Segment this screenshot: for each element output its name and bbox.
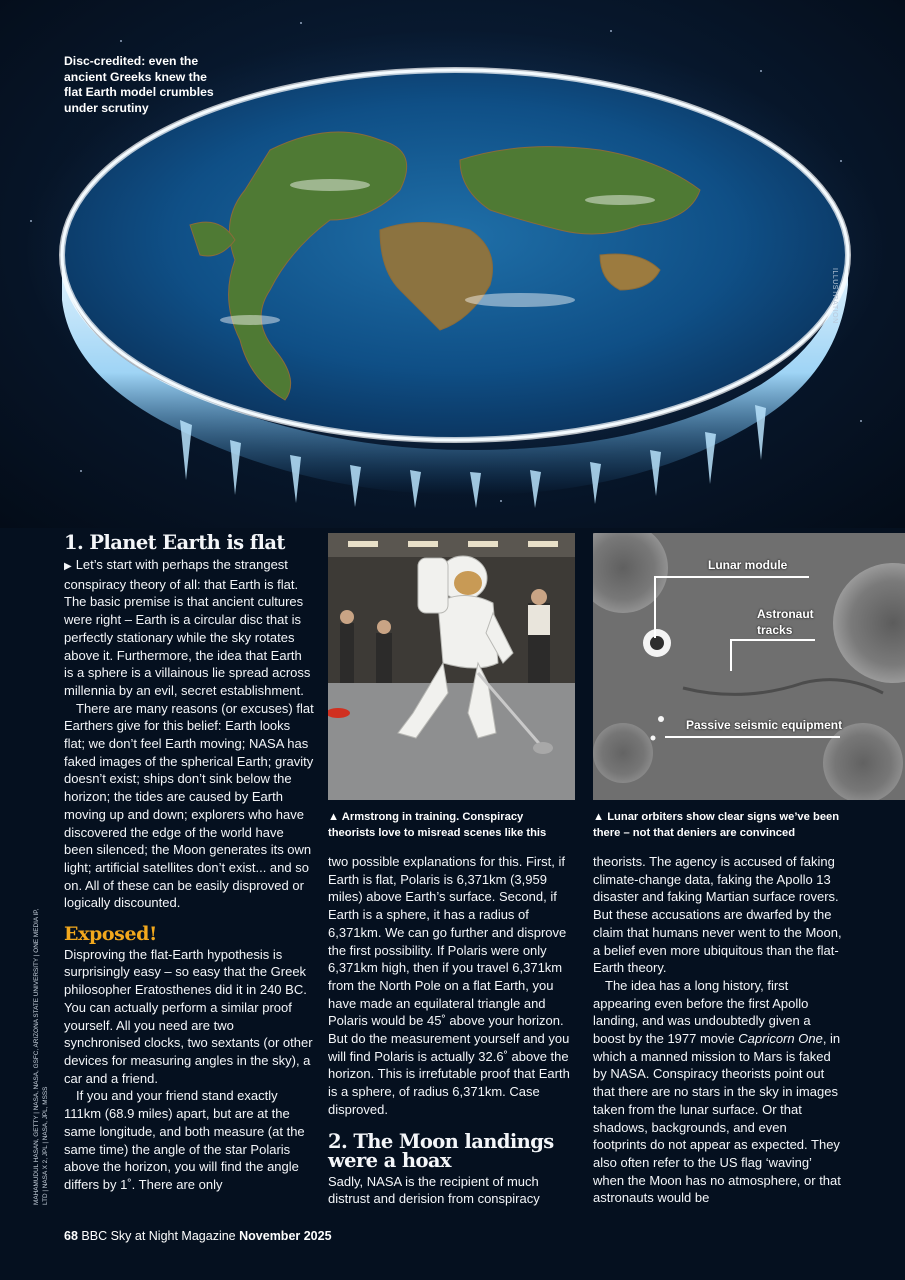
callout-line [730,639,732,671]
illustration-credit: ILLUSTRATION [831,268,838,324]
flat-earth-illustration [0,0,905,528]
page-number: 68 [64,1229,78,1243]
paragraph: Disproving the flat-Earth hypothesis is surprisingly easy – so easy that the Greek philosopher Eratosthenes did it in 240 BC. You can actually perform a similar proof yourself. All you need are two synchronised clocks, two sextants (or other devices for measuring angles in the sky), a car and a friend. [64,946,313,1086]
magazine-name: BBC Sky at Night Magazine [81,1229,236,1243]
callout-line [654,576,809,578]
label-lunar-module: Lunar module [708,558,788,572]
paragraph: theorists. The agency is accused of faking climate-change data, faking the Apollo 13 disaster and faking Martian surface rovers. But these accusations are dwarfed by the claim that humans never went to the Moon, a belief even more ubiquitous than the flat-Earth theory. [593,854,842,976]
subheading-exposed: Exposed! [64,923,157,946]
paragraph: If you and your friend stand exactly 111km (68.9 miles) apart, but are at the same longitude, and both measure (at the same time) the angle of the star Polaris above the horizon, you will find the angle differs by 1˚. There are only [64,1088,305,1192]
paragraph: Sadly, NASA is the recipient of much distrust and derision from conspiracy [328,1173,540,1207]
astronaut-image [328,533,575,800]
paragraph: ▶ Let’s start with perhaps the strangest conspiracy theory of all: that Earth is flat. The basic premise is that ancient cultures were right – Earth is a circular disc that is perfectly stationary while the sky rotates above it. Furthermore, the idea that Earth is a sphere is a villainous lie spread across millennia by an evil, secret establishment. [64,557,311,698]
section-heading-moon-landings: 2. The Moon landings were a hoax [328,1129,554,1172]
callout-line [730,639,815,641]
hero-caption: Disc-credited: even the ancient Greeks knew the flat Earth model crumbles under scrutiny [64,54,214,115]
armstrong-training-photo [328,533,575,800]
column-2 [328,853,573,1208]
paragraph: two possible explanations for this. First, if Earth is flat, Polaris is 6,371km (3,959 miles) above Earth’s surface. Second, if Earth is a sphere, it has a radius of 6,371km. We can go further and disprove the first possibility. If Polaris were only 6,371km high, then if you travel 6,371km from the North Pole on a flat Earth, you have made an equilateral triangle and Polaris would be 45˚ above your horizon. But do the measurement yourself and you will find Polaris is actually 32.6˚ above the horizon. This is irrefutable proof that Earth is a sphere, of radius 6,371km. Case disproved. [328,854,570,1117]
column-3 [593,853,843,1207]
label-seismic-equipment: Passive seismic equipment [686,718,843,732]
page-footer [64,1229,332,1243]
lunar-orbiter-photo [593,533,905,800]
paragraph: There are many reasons (or excuses) flat Earthers give for this belief: Earth looks flat; we don’t feel Earth moving; NASA has faked images of the spherical Earth; gravity doesn’t exist; ships don’t sink below the horizon; the tides are caused by Earth moving up and down; explorers who have discovered the edge of the world have been silenced; the Moon generates its own light; artificial satellites don’t exist... and so on. All of these can be easily disproved or logically discounted. [64,700,314,911]
label-astronaut-tracks: Astronaut tracks [757,607,814,637]
issue-date: November 2025 [239,1229,332,1243]
lunar-surface-image [593,533,905,800]
triangle-icon: ▲ [593,811,608,823]
photo-caption-lunar: ▲ Lunar orbiters show clear signs we’ve been there – not that deniers are convinced [593,811,840,839]
paragraph: The idea has a long history, first appearing even before the first Apollo landing, and was undoubtedly given a boost by the 1977 movie Capricorn One, in which a manned mission to Mars is faked by NASA. Conspiracy theorists point out that there are no stars in the sky in images taken from the lunar surface. Or that shadows, backgrounds, and even footprints do not appear as expected. They also often refer to the US flag ‘waving’ when the Moon has no atmosphere, or that astronauts would be [593,977,841,1206]
photo-credits: MAHAMUDUL HASAN, GETTY | NASA, NASA, GSFC, ARIZONA STATE UNIVERSITY | ONE MEDIA IP, LTD | NASA X 2, JPL | NASA, JPL, MSSS [33,908,49,1205]
callout-line [665,736,840,738]
photo-caption-armstrong: ▲ Armstrong in training. Conspiracy theorists love to misread scenes like this [328,811,547,839]
column-1 [64,533,314,1194]
callout-line [654,576,656,638]
triangle-icon: ▲ [328,811,342,823]
section-heading-flat-earth: 1. Planet Earth is flat [64,531,285,554]
arrow-icon: ▶ [64,561,72,572]
